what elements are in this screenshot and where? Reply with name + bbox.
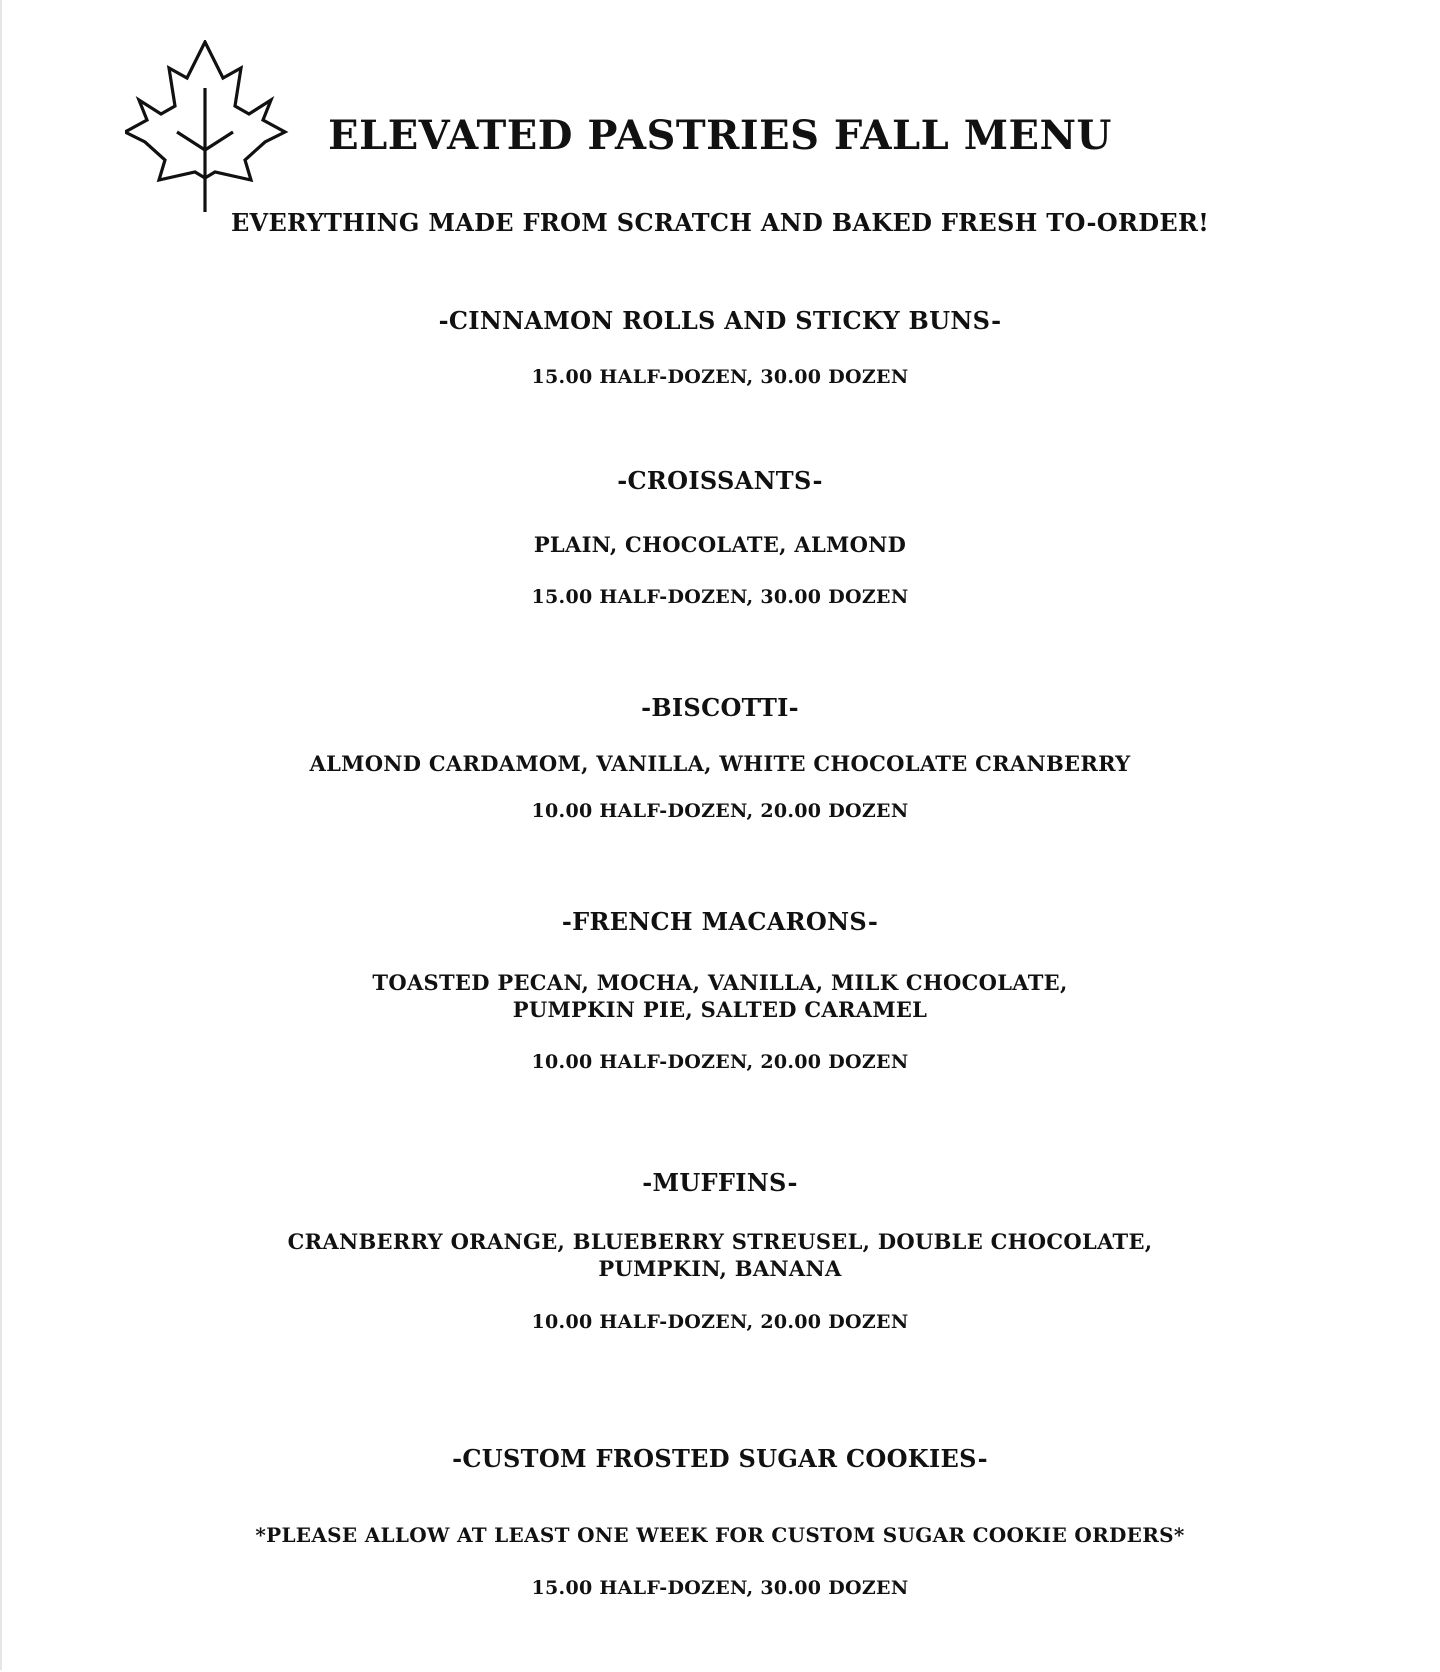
section-price-cinnamon-rolls: 15.00 HALF-DOZEN, 30.00 DOZEN [531, 366, 909, 388]
section-items-biscotti: ALMOND CARDAMOM, VANILLA, WHITE CHOCOLATE CRANBERRY [309, 751, 1131, 776]
section-price-croissants: 15.00 HALF-DOZEN, 30.00 DOZEN [531, 586, 909, 608]
section-note-sugar-cookies: *PLEASE ALLOW AT LEAST ONE WEEK FOR CUSTOM SUGAR COOKIE ORDERS* [255, 1523, 1185, 1547]
macarons-items-line-2: PUMPKIN PIE, SALTED CARAMEL [512, 997, 928, 1022]
section-items-croissants: PLAIN, CHOCOLATE, ALMOND [533, 532, 907, 557]
section-heading-cinnamon-rolls: -CINNAMON ROLLS AND STICKY BUNS- [438, 306, 1002, 335]
muffins-items-line-2: PUMPKIN, BANANA [598, 1256, 842, 1281]
menu-subtitle: EVERYTHING MADE FROM SCRATCH AND BAKED FRESH TO-ORDER! [230, 208, 1210, 237]
section-price-biscotti: 10.00 HALF-DOZEN, 20.00 DOZEN [531, 800, 909, 822]
section-items-macarons [0, 969, 1440, 1023]
section-heading-biscotti: -BISCOTTI- [641, 693, 799, 722]
section-price-muffins: 10.00 HALF-DOZEN, 20.00 DOZEN [531, 1311, 909, 1333]
muffins-items-line-1: CRANBERRY ORANGE, BLUEBERRY STREUSEL, DOUBLE CHOCOLATE, [287, 1229, 1153, 1254]
section-price-sugar-cookies: 15.00 HALF-DOZEN, 30.00 DOZEN [531, 1577, 909, 1599]
macarons-items-line-1: TOASTED PECAN, MOCHA, VANILLA, MILK CHOCOLATE, [372, 970, 1068, 995]
section-heading-muffins: -MUFFINS- [642, 1168, 798, 1197]
menu-title: ELEVATED PASTRIES FALL MENU [328, 112, 1112, 159]
section-heading-sugar-cookies: -CUSTOM FROSTED SUGAR COOKIES- [452, 1444, 988, 1473]
section-heading-macarons: -FRENCH MACARONS- [561, 907, 879, 936]
section-items-muffins [0, 1228, 1440, 1282]
section-heading-croissants: -CROISSANTS- [617, 466, 823, 495]
section-price-macarons: 10.00 HALF-DOZEN, 20.00 DOZEN [531, 1051, 909, 1073]
